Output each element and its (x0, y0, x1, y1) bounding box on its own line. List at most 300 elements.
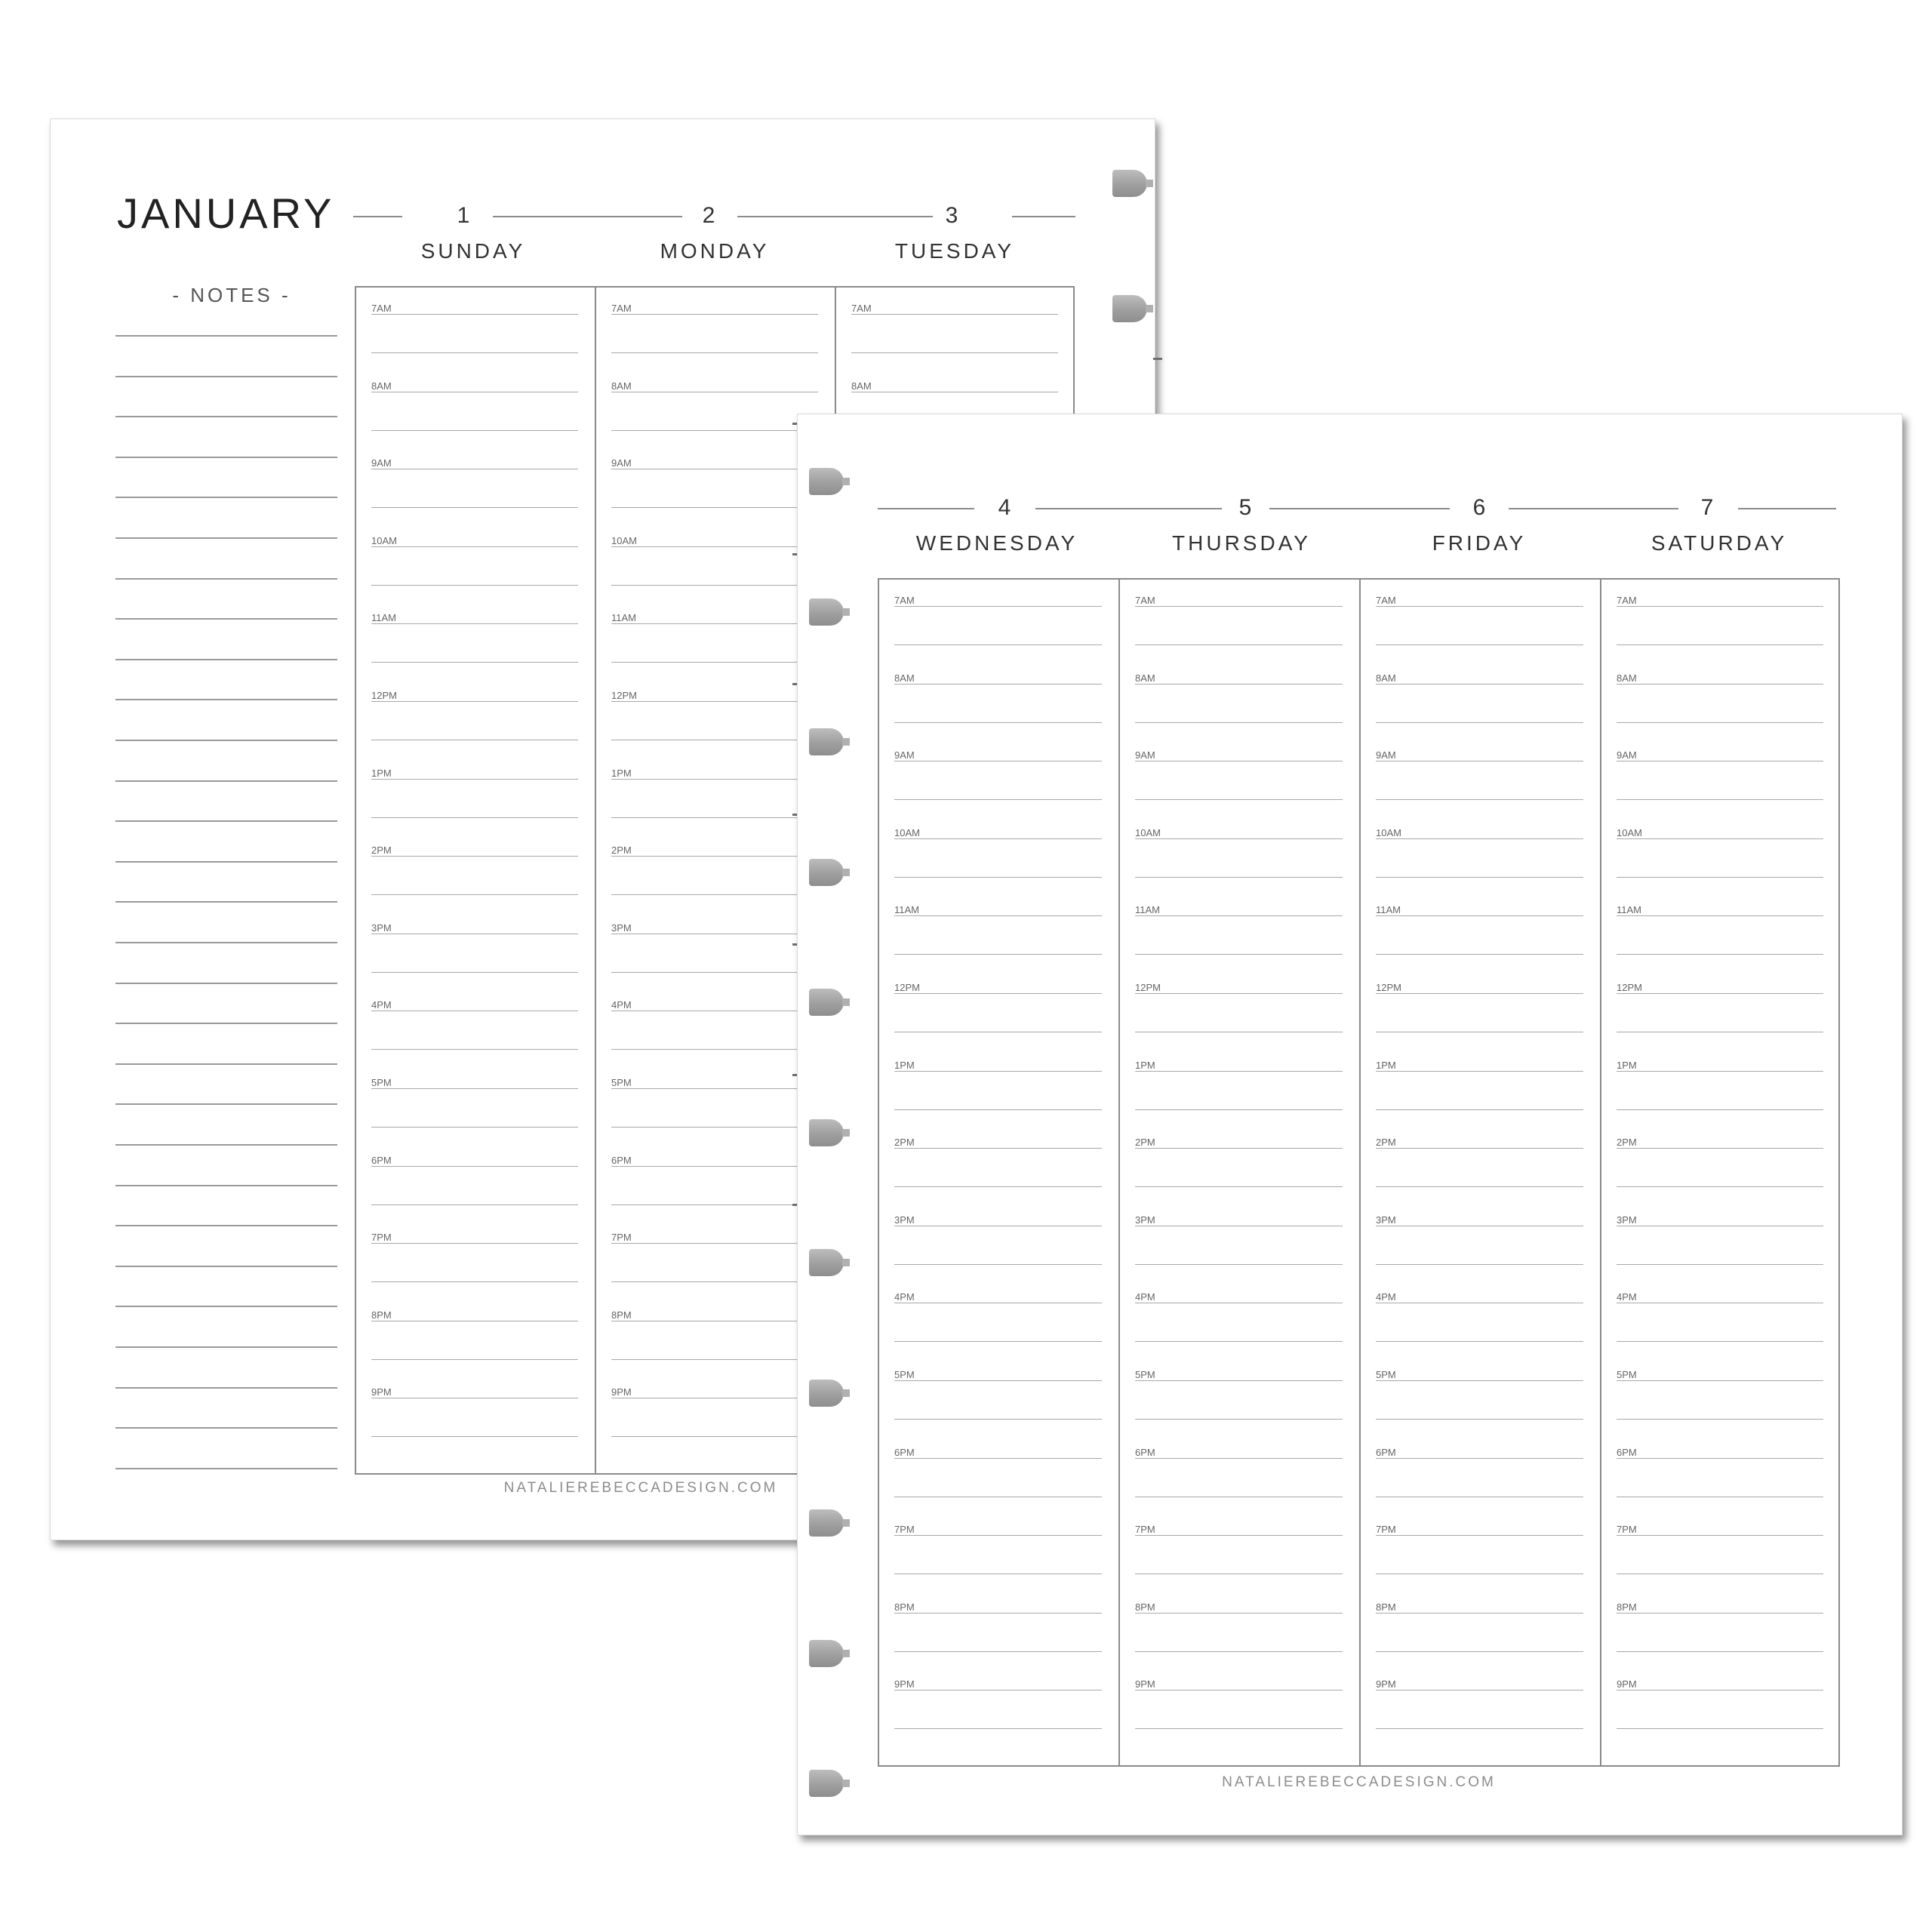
hour-half-line (894, 722, 1102, 723)
hour-half-line (611, 1281, 818, 1282)
hour-label: 2PM (894, 1137, 915, 1149)
hour-line (1135, 1380, 1343, 1381)
notes-line (115, 578, 337, 580)
day-number: 4 (998, 495, 1011, 520)
hour-label: 8PM (1135, 1601, 1155, 1613)
hour-label: 12PM (1617, 982, 1642, 993)
hour-label: 7AM (851, 303, 872, 314)
binder-tab (809, 859, 844, 886)
hour-label: 7PM (1135, 1524, 1155, 1536)
notes-line (115, 780, 337, 782)
hour-label: 7PM (371, 1232, 392, 1244)
hour-label: 8AM (1376, 672, 1396, 684)
hour-half-line (1617, 954, 1823, 955)
hour-label: 5PM (894, 1369, 915, 1380)
hour-line (1617, 1458, 1823, 1459)
hour-label: 9PM (371, 1386, 392, 1398)
column-divider (1118, 578, 1120, 1767)
hour-label: 8PM (371, 1309, 392, 1321)
hour-label: 6PM (1135, 1446, 1155, 1458)
hour-half-line (1376, 954, 1583, 955)
hour-label: 3PM (894, 1214, 915, 1226)
hour-half-line (611, 894, 818, 895)
hour-line (1376, 993, 1583, 994)
hour-half-line (1376, 799, 1583, 800)
hour-half-line (1135, 1186, 1343, 1187)
hour-label: 12PM (1135, 982, 1161, 993)
hour-label: 5PM (1135, 1369, 1155, 1380)
date-rule (1012, 216, 1075, 217)
notes-line (115, 497, 337, 498)
hour-half-line (371, 507, 578, 508)
notes-line (115, 1144, 337, 1146)
binder-tab (809, 1509, 844, 1537)
hour-half-line (1135, 877, 1343, 878)
hour-half-line (1617, 1264, 1823, 1265)
hour-half-line (894, 954, 1102, 955)
hour-label: 7AM (1376, 595, 1396, 606)
hour-half-line (1135, 1264, 1343, 1265)
hour-half-line (1135, 722, 1343, 723)
date-rule (1738, 508, 1836, 509)
hour-label: 11AM (1617, 904, 1641, 916)
hour-half-line (894, 1651, 1102, 1652)
hour-label: 10AM (1135, 826, 1161, 838)
hour-label: 5PM (611, 1077, 632, 1088)
binder-tab (809, 1249, 844, 1276)
hour-half-line (1617, 1419, 1823, 1420)
notes-line (115, 699, 337, 700)
hour-label: 4PM (1617, 1291, 1637, 1303)
hour-line (1135, 1535, 1343, 1536)
date-rule (1035, 508, 1222, 509)
hour-half-line (371, 1281, 578, 1282)
hour-line (611, 779, 818, 780)
hour-line (894, 915, 1102, 916)
day-number: 1 (457, 203, 470, 228)
hour-label: 1PM (1617, 1059, 1637, 1071)
hour-half-line (371, 662, 578, 663)
hour-half-line (371, 585, 578, 586)
hour-half-line (611, 662, 818, 663)
notes-line (115, 1063, 337, 1065)
hour-half-line (371, 1049, 578, 1050)
hour-label: 7AM (1135, 595, 1155, 606)
hour-line (611, 1088, 818, 1089)
notes-line (115, 901, 337, 903)
hour-label: 7AM (1617, 595, 1637, 606)
hour-label: 2PM (1617, 1137, 1637, 1149)
hour-half-line (1376, 1651, 1583, 1652)
binder-tab (809, 1380, 844, 1407)
binder-tab (809, 598, 844, 626)
hour-label: 8AM (1617, 672, 1637, 684)
hour-label: 9AM (1617, 749, 1637, 761)
notes-line (115, 1306, 337, 1307)
hour-line (1617, 915, 1823, 916)
hour-label: 9AM (894, 749, 915, 761)
hour-half-line (1376, 1109, 1583, 1110)
hour-line (1617, 1380, 1823, 1381)
day-name: SUNDAY (420, 239, 526, 263)
hour-half-line (1135, 954, 1343, 955)
hour-line (611, 623, 818, 624)
hour-line (1376, 915, 1583, 916)
hour-line (1617, 606, 1823, 607)
day-name: FRIDAY (1432, 531, 1527, 555)
notes-line (115, 1346, 337, 1348)
date-rule (737, 216, 933, 217)
hour-half-line (894, 877, 1102, 878)
binder-tab (1112, 295, 1147, 322)
hour-label: 3PM (1376, 1214, 1396, 1226)
hour-label: 11AM (1376, 904, 1401, 916)
hour-half-line (894, 1728, 1102, 1729)
notes-line (115, 1185, 337, 1186)
hour-half-line (1617, 1186, 1823, 1187)
hour-half-line (1617, 799, 1823, 800)
hour-line (1135, 915, 1343, 916)
hour-line (371, 546, 578, 547)
hour-label: 1PM (894, 1059, 915, 1071)
hour-label: 10AM (371, 534, 397, 546)
day-name: TUESDAY (894, 239, 1015, 263)
hour-label: 8PM (1376, 1601, 1396, 1613)
day-name: SATURDAY (1651, 531, 1788, 555)
hour-label: 9PM (1135, 1678, 1155, 1690)
notes-line (115, 659, 337, 660)
notes-line (115, 983, 337, 984)
hour-half-line (894, 1264, 1102, 1265)
hour-label: 9AM (371, 457, 392, 469)
hour-label: 7AM (611, 303, 632, 314)
hour-half-line (1617, 877, 1823, 878)
notes-line (115, 416, 337, 417)
hour-half-line (611, 817, 818, 818)
notes-title: - NOTES - (172, 284, 291, 306)
hour-half-line (1617, 1651, 1823, 1652)
hour-line (894, 1458, 1102, 1459)
hour-half-line (1376, 877, 1583, 878)
notes-line (115, 942, 337, 943)
footer-website: NATALIEREBECCADESIGN.COM (1222, 1774, 1496, 1790)
footer-website: NATALIEREBECCADESIGN.COM (503, 1480, 778, 1496)
hour-line (1376, 684, 1583, 685)
hour-label: 9AM (1376, 749, 1396, 761)
hour-half-line (371, 1204, 578, 1205)
hour-half-line (1135, 1419, 1343, 1420)
column-divider (595, 286, 596, 1475)
hour-label: 2PM (371, 844, 392, 857)
hour-line (1617, 1613, 1823, 1614)
day-number: 2 (702, 203, 715, 228)
hour-label: 8AM (611, 380, 632, 392)
hour-line (894, 606, 1102, 607)
notes-line (115, 1468, 337, 1469)
hour-line (1135, 1458, 1343, 1459)
hour-line (371, 701, 578, 702)
hour-half-line (371, 352, 578, 353)
hour-label: 6PM (371, 1154, 392, 1166)
hour-label: 11AM (1135, 904, 1160, 916)
hour-half-line (1617, 1341, 1823, 1342)
hour-half-line (1376, 722, 1583, 723)
hour-label: 10AM (894, 826, 920, 838)
hour-half-line (1376, 1341, 1583, 1342)
binder-tab (1112, 170, 1147, 197)
hour-half-line (611, 972, 818, 973)
column-divider (1600, 578, 1601, 1767)
notes-line (115, 1225, 337, 1226)
hour-half-line (894, 1186, 1102, 1187)
notes-line (115, 618, 337, 620)
hour-half-line (1135, 1341, 1343, 1342)
binder-tab (809, 1770, 844, 1797)
hour-half-line (371, 430, 578, 431)
hour-line (371, 623, 578, 624)
hour-half-line (894, 1419, 1102, 1420)
hour-label: 8PM (1617, 1601, 1637, 1613)
hour-label: 2PM (1135, 1137, 1155, 1149)
binder-notch (1153, 358, 1162, 360)
hour-label: 6PM (1376, 1446, 1396, 1458)
hour-half-line (1376, 1186, 1583, 1187)
day-name: MONDAY (660, 239, 770, 263)
day-number: 3 (945, 203, 958, 228)
hour-half-line (611, 585, 818, 586)
hour-label: 11AM (894, 904, 919, 916)
hour-label: 9AM (611, 457, 632, 469)
notes-line (115, 376, 337, 377)
hour-label: 12PM (371, 690, 397, 701)
hour-half-line (611, 1204, 818, 1205)
hour-line (1376, 1071, 1583, 1072)
column-divider (1359, 578, 1361, 1767)
day-number: 6 (1472, 495, 1486, 520)
hour-line (371, 779, 578, 780)
hour-label: 1PM (371, 767, 392, 779)
notes-line (115, 1103, 337, 1105)
hour-half-line (1617, 1109, 1823, 1110)
hour-label: 12PM (894, 982, 920, 993)
hour-label: 2PM (1376, 1137, 1396, 1149)
hour-half-line (1376, 1264, 1583, 1265)
hour-line (894, 1380, 1102, 1381)
hour-label: 4PM (894, 1291, 915, 1303)
binder-tab (809, 468, 844, 495)
hour-label: 11AM (371, 612, 396, 624)
hour-half-line (894, 799, 1102, 800)
date-rule (1269, 508, 1450, 509)
hour-label: 10AM (611, 534, 637, 546)
hour-label: 9PM (894, 1678, 915, 1690)
hour-line (1617, 1535, 1823, 1536)
hour-label: 4PM (1376, 1291, 1396, 1303)
hour-half-line (894, 1341, 1102, 1342)
hour-label: 4PM (611, 999, 632, 1011)
hour-line (894, 684, 1102, 685)
hour-half-line (371, 972, 578, 973)
hour-line (371, 1088, 578, 1089)
hour-label: 1PM (1376, 1059, 1396, 1071)
hour-label: 9AM (1135, 749, 1155, 761)
binder-tab (809, 989, 844, 1016)
date-rule (493, 216, 682, 217)
notes-line (115, 820, 337, 822)
hour-label: 2PM (611, 844, 632, 857)
hour-line (1135, 606, 1343, 607)
hour-half-line (851, 352, 1058, 353)
hour-half-line (371, 817, 578, 818)
hour-label: 8PM (894, 1601, 915, 1613)
hour-half-line (1376, 1728, 1583, 1729)
hour-line (894, 1071, 1102, 1072)
date-rule (1509, 508, 1678, 509)
date-rule (878, 508, 974, 509)
hour-label: 12PM (611, 690, 637, 701)
hour-label: 9PM (611, 1386, 632, 1398)
hour-line (1376, 1613, 1583, 1614)
hour-half-line (611, 1436, 818, 1437)
hour-line (611, 1166, 818, 1167)
hour-label: 6PM (894, 1446, 915, 1458)
notes-line (115, 537, 337, 539)
notes-line (115, 457, 337, 458)
hour-label: 8PM (611, 1309, 632, 1321)
hour-line (1617, 1071, 1823, 1072)
hour-label: 6PM (1617, 1446, 1637, 1458)
hour-label: 3PM (1617, 1214, 1637, 1226)
hour-half-line (611, 1049, 818, 1050)
hour-line (1135, 993, 1343, 994)
hour-line (1135, 838, 1343, 839)
hour-line (1135, 684, 1343, 685)
hour-label: 9PM (1617, 1678, 1637, 1690)
hour-half-line (371, 1436, 578, 1437)
hour-line (1135, 1071, 1343, 1072)
hour-line (611, 546, 818, 547)
hour-line (1376, 1148, 1583, 1149)
day-number: 5 (1238, 495, 1252, 520)
hour-label: 7PM (894, 1524, 915, 1536)
hour-half-line (894, 1109, 1102, 1110)
hour-line (611, 856, 818, 857)
hour-half-line (611, 1359, 818, 1360)
hour-half-line (371, 1127, 578, 1128)
hour-label: 9PM (1376, 1678, 1396, 1690)
day-name: THURSDAY (1172, 531, 1311, 555)
hour-half-line (611, 430, 818, 431)
hour-label: 10AM (1617, 826, 1642, 838)
hour-label: 3PM (611, 921, 632, 934)
notes-line (115, 335, 337, 337)
hour-line (1617, 993, 1823, 994)
hour-label: 7PM (1617, 1524, 1637, 1536)
hour-label: 3PM (371, 921, 392, 934)
hour-label: 7AM (371, 303, 392, 314)
hour-line (894, 1613, 1102, 1614)
hour-line (371, 1166, 578, 1167)
hour-label: 11AM (611, 612, 636, 624)
notes-line (115, 1387, 337, 1389)
hour-line (611, 314, 818, 315)
hour-line (1376, 838, 1583, 839)
notes-line (115, 1266, 337, 1267)
hour-line (1376, 1380, 1583, 1381)
hour-label: 6PM (611, 1154, 632, 1166)
hour-half-line (611, 1127, 818, 1128)
hour-half-line (1135, 1109, 1343, 1110)
day-number: 7 (1700, 495, 1714, 520)
hour-label: 3PM (1135, 1214, 1155, 1226)
notes-line (115, 861, 337, 863)
hour-line (1135, 1148, 1343, 1149)
hour-label: 1PM (1135, 1059, 1155, 1071)
binder-tab (809, 728, 844, 755)
hour-label: 8AM (1135, 672, 1155, 684)
hour-label: 8AM (371, 380, 392, 392)
hour-line (1617, 838, 1823, 839)
hour-line (371, 856, 578, 857)
hour-half-line (371, 1359, 578, 1360)
hour-half-line (1135, 1728, 1343, 1729)
hour-half-line (371, 894, 578, 895)
hour-line (1376, 1535, 1583, 1536)
hour-half-line (1617, 1728, 1823, 1729)
hour-label: 7PM (611, 1232, 632, 1244)
hour-line (894, 993, 1102, 994)
hour-line (371, 314, 578, 315)
planner-page-right (797, 414, 1903, 1835)
hour-label: 7AM (894, 595, 915, 606)
month-title: JANUARY (117, 189, 335, 237)
hour-line (1617, 1148, 1823, 1149)
hour-line (894, 1148, 1102, 1149)
hour-line (611, 701, 818, 702)
hour-half-line (1617, 722, 1823, 723)
hour-label: 5PM (1376, 1369, 1396, 1380)
hour-label: 5PM (1617, 1369, 1637, 1380)
day-name: WEDNESDAY (915, 531, 1078, 555)
hour-label: 12PM (1376, 982, 1401, 993)
hour-label: 8AM (851, 380, 872, 392)
notes-line (115, 740, 337, 741)
binder-tab (809, 1119, 844, 1146)
hour-half-line (1135, 799, 1343, 800)
hour-label: 8AM (894, 672, 915, 684)
hour-label: 5PM (371, 1077, 392, 1088)
hour-label: 4PM (1135, 1291, 1155, 1303)
hour-line (371, 1243, 578, 1244)
hour-line (894, 1535, 1102, 1536)
hour-line (1617, 684, 1823, 685)
notes-line (115, 1023, 337, 1024)
hour-line (611, 1243, 818, 1244)
hour-label: 7PM (1376, 1524, 1396, 1536)
hour-line (1376, 606, 1583, 607)
hour-label: 1PM (611, 767, 632, 779)
hour-label: 4PM (371, 999, 392, 1011)
hour-line (1135, 1613, 1343, 1614)
hour-half-line (1376, 1419, 1583, 1420)
date-rule (353, 216, 402, 217)
hour-half-line (611, 507, 818, 508)
hour-half-line (1135, 1651, 1343, 1652)
notes-line (115, 1427, 337, 1429)
hour-line (894, 838, 1102, 839)
hour-line (1376, 1458, 1583, 1459)
hour-line (851, 314, 1058, 315)
